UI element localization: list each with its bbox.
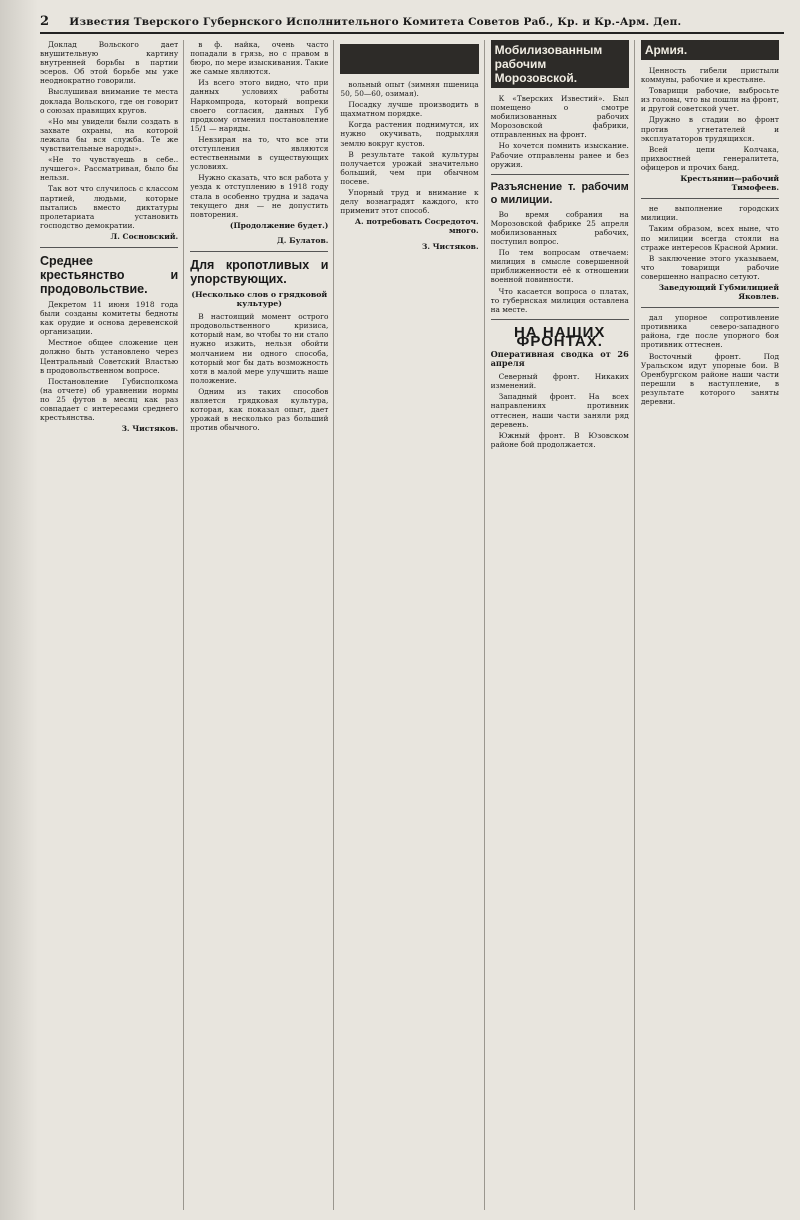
article-paragraph: Дружно в стадии во фронт против угнетателей и эксплуататоров трудящихся. xyxy=(640,115,780,143)
article-paragraph: Доклад Вольского дает внушительную картину внутренней борьбы в партии эсеров. Об этой борьбе мы уже неоднократно говорили. xyxy=(40,40,179,86)
article-paragraph: В заключение этого указываем, что товарищи рабочие совершенно напрасно сетуют. xyxy=(640,253,780,281)
column-1 xyxy=(40,40,184,1210)
article-heading: Среднее крестьянство и продовольствие. xyxy=(40,253,179,296)
column-3 xyxy=(340,40,484,1210)
article-paragraph: Нужно сказать, что вся работа у уезда к отступлению в 1918 году стала в особенно трудна и задача текущего дня — не допустить повторения. xyxy=(190,173,329,219)
article-paragraph: Посадку лучше производить в щахматном порядке. xyxy=(340,100,479,119)
article-signature: А. потребовать Сосредоточ. много. xyxy=(354,217,479,236)
page-number: 2 xyxy=(40,14,50,29)
front-report: Восточный фронт. Под Уральском идут упорные бои. В Оренбургском районе наши части перешли в наступление, в результате которого заняты деревни. xyxy=(640,351,780,406)
article-paragraph: Местное общее сложение цен должно быть установлено через Центральный Советский Властью в продовольственном вопросе. xyxy=(40,338,179,375)
article-paragraph: Но хочется помнить изыскание. Рабочие отправлены ранее и без оружия. xyxy=(490,141,629,169)
article-signature: Л. Сосновский. xyxy=(110,231,179,241)
article-paragraph: Таким образом, всех ныне, что по милиции всегда стояли на страже интересов Красной Армии. xyxy=(640,224,780,252)
article-paragraph: Из всего этого видно, что при данных условиях работы Наркомпрода, который вопреки своего согласия, данных Губ продкому отменил постановление 15/1 — наряды. xyxy=(190,78,329,133)
divider xyxy=(641,198,779,199)
article-heading: Армия. xyxy=(641,40,779,60)
divider xyxy=(641,307,779,308)
article-paragraph: Всей цепи Колчака, прихвостней генералитета, офицеров и прочих банд. xyxy=(640,144,780,172)
article-signature: З. Чистяков. xyxy=(121,424,179,434)
article-paragraph: Что касается вопроса о платах, то губернская милиция оставлена на месте. xyxy=(490,286,629,314)
article-paragraph: Так вот что случилось с классом партией, людьми, которые пытались вместо диктатуры пролетариата установить господство демократии. xyxy=(40,184,179,230)
front-report: Западный фронт. На всех направлениях противник оттеснен, наши части заняли ряд деревень. xyxy=(490,392,629,429)
dark-print-block xyxy=(340,44,478,74)
article-paragraph: В настоящий момент острого продовольственного кризиса, который нам, во чтобы то ни стало нужно изжить, нельзя обойти молчанием ни одного способа, который мог бы дать возможность хотя в малой мере улучшить наше положение. xyxy=(190,312,329,385)
article-paragraph: Ценность гибели пристыли коммуны, рабочие и крестьяне. xyxy=(640,66,780,85)
article-heading: Для кропотливых и упорствующих. xyxy=(190,257,329,286)
article-signature: З. Чистяков. xyxy=(421,241,479,251)
article-heading: Мобилизованным рабочим Морозовской. xyxy=(491,40,629,88)
article-paragraph: Когда растения поднимутся, их нужно окучивать, подрыхляя землю вокруг кустов. xyxy=(340,120,479,148)
article-paragraph: «Но мы увидели были создать в захвате охраны, на которой лежала бы вся служба. Те же чувствительные народы». xyxy=(40,116,179,154)
article-paragraph: Декретом 11 июня 1918 года были созданы комитеты бедноты как орудие и основа деревенской организации. xyxy=(40,299,179,337)
divider xyxy=(40,247,178,248)
continued-note: (Продолжение будет.) xyxy=(229,220,329,230)
article-signature: Крестьянин—рабочий Тимофеев. xyxy=(680,174,780,193)
article-paragraph: в ф. найка, очень часто попадали в грязь, но с правом в бюро, по мере изыскивания. Такие же самые являются. xyxy=(190,40,329,77)
masthead xyxy=(40,14,784,34)
front-report: Северный фронт. Никаких изменений. xyxy=(490,372,629,391)
masthead-title: Известия Тверского Губернского Исполнительного Комитета Советов Раб., Кр. и Кр.-Арм. Деп. xyxy=(69,16,682,28)
article-paragraph: Постановление Губисполкома (на отчете) об уравнении нормы по 25 футов в месяц как раз совпадает с интересами среднего крестьянства. xyxy=(40,376,179,423)
front-heading: НА НАШИХ ФРОНТАХ. xyxy=(514,323,606,350)
article-signature: Д. Булатов. xyxy=(277,235,329,245)
article-paragraph: По тем вопросам отвечаем: милиция в смысле совершенной приближенности её к отношении военной повинности. xyxy=(490,248,629,285)
report-date: Оперативная сводка от 26 апреля xyxy=(490,348,629,369)
article-subheading: (Несколько слов о грядковой культуре) xyxy=(191,289,328,309)
article-paragraph: К «Тверских Известий». Был помещено о смотре мобилизованных рабочих Морозовской фабрики, отправленных на фронт. xyxy=(490,94,629,140)
column-5 xyxy=(641,40,784,1210)
article-paragraph: «Не то чувствуешь в себе.. лучшего». Рассматривая, было бы нельзя. xyxy=(40,155,179,183)
front-report: Южный фронт. В Юзовском районе бой продолжается. xyxy=(490,430,629,449)
front-report: дал упорное сопротивление противника северо-западного района, где после упорного боя противник оттеснен. xyxy=(640,313,780,350)
divider xyxy=(491,319,629,320)
article-signature: Заведующий Губмилицией Яковлев. xyxy=(658,282,780,302)
article-paragraph: не выполнение городских милиции. xyxy=(640,204,780,223)
article-paragraph: вольный опыт (зимняя пшеница 50, 50—60, озимая). xyxy=(340,80,479,99)
article-paragraph: Выслушивая внимание те места доклада Вольского, где он говорит о союзах правящих кругов. xyxy=(40,87,179,115)
article-heading: Разъяснение т. рабочим о милиции. xyxy=(490,180,629,206)
article-paragraph: В результате такой культуры получается урожай значительно больший, чем при обычном посеве. xyxy=(340,149,479,186)
article-paragraph: Упорный труд и внимание к делу вознаградят каждого, кто применит этот способ. xyxy=(340,188,479,216)
article-paragraph: Во время собрания на Морозовской фабрике 25 апреля мобилизованных рабочих, поступил вопрос. xyxy=(490,209,629,247)
article-paragraph: Одним из таких способов является грядковая культура, которая, как показал опыт, дает урожай в несколько раз больший против обычного. xyxy=(190,386,329,433)
column-2 xyxy=(190,40,334,1210)
columns xyxy=(40,40,784,1210)
divider xyxy=(190,251,328,252)
divider xyxy=(491,174,629,175)
page-edge-stain xyxy=(0,0,38,1220)
article-paragraph: Невзирая на то, что все эти отступления являются естественными в существующих условиях. xyxy=(190,134,329,172)
article-paragraph: Товарищи рабочие, выбросьте из головы, что вы пошли на фронт, и другой советской учет. xyxy=(640,86,780,114)
column-4 xyxy=(491,40,635,1210)
